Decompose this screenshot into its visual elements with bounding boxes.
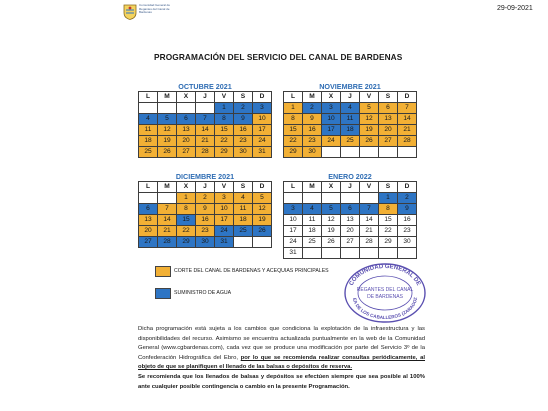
calendar-day: 25 — [341, 136, 360, 147]
calendar-day: 10 — [215, 204, 234, 215]
weekday-header: X — [177, 182, 196, 193]
calendar-day: 23 — [398, 226, 417, 237]
calendar-day: 3 — [284, 204, 303, 215]
calendar-day: 5 — [360, 103, 379, 114]
calendar-day — [322, 193, 341, 204]
weekday-header: J — [196, 92, 215, 103]
calendar-day: 6 — [177, 114, 196, 125]
calendar-day: 21 — [360, 226, 379, 237]
calendar-day: 12 — [253, 204, 272, 215]
calendar-day: 9 — [398, 204, 417, 215]
calendar-diciembre-2021 — [138, 172, 272, 248]
calendar-day: 5 — [322, 204, 341, 215]
calendar-day: 16 — [303, 125, 322, 136]
calendar-day: 2 — [398, 193, 417, 204]
calendar-day: 20 — [139, 226, 158, 237]
calendar-day: 29 — [284, 147, 303, 158]
calendar-enero-2022 — [283, 172, 417, 259]
calendar-noviembre-2021 — [283, 82, 417, 158]
calendar-day — [379, 147, 398, 158]
calendar-day: 22 — [379, 226, 398, 237]
page-title: PROGRAMACIÓN DEL SERVICIO DEL CANAL DE BARDENAS — [154, 52, 403, 62]
weekday-header: J — [341, 182, 360, 193]
calendar-day: 17 — [284, 226, 303, 237]
calendar-month-title: ENERO 2022 — [328, 172, 372, 181]
calendar-day: 9 — [234, 114, 253, 125]
weekday-header: V — [215, 182, 234, 193]
calendar-grid — [138, 181, 272, 248]
calendar-day: 25 — [303, 237, 322, 248]
calendar-day — [360, 147, 379, 158]
calendar-day: 11 — [341, 114, 360, 125]
paragraph-text-2: Se recomienda que los llenados de balsas y depósitos se efectúen siempre que sea posible al 100% ante cualquier posible contingencia o cambio en la presente Programación. — [138, 373, 425, 390]
calendar-day: 30 — [196, 237, 215, 248]
calendar-day: 26 — [360, 136, 379, 147]
calendar-day: 29 — [177, 237, 196, 248]
calendar-day: 3 — [322, 103, 341, 114]
calendar-day — [234, 237, 253, 248]
calendar-day — [177, 103, 196, 114]
stamp-bottom-text: EA DE LOS CABALLEROS (ZARAGOZ — [351, 296, 419, 321]
calendar-day: 19 — [253, 215, 272, 226]
calendar-day: 1 — [177, 193, 196, 204]
calendar-day: 1 — [379, 193, 398, 204]
calendar-day: 22 — [284, 136, 303, 147]
calendar-day: 19 — [360, 125, 379, 136]
legend-label-suministro: SUMINISTRO DE AGUA — [174, 290, 232, 296]
calendar-day: 25 — [139, 147, 158, 158]
calendar-day: 30 — [398, 237, 417, 248]
calendar-day — [284, 193, 303, 204]
calendar-day: 24 — [253, 136, 272, 147]
calendar-day: 2 — [196, 193, 215, 204]
calendar-day: 27 — [139, 237, 158, 248]
legend-swatch-suministro — [155, 288, 171, 299]
calendar-day: 6 — [341, 204, 360, 215]
calendar-day: 4 — [234, 193, 253, 204]
calendar-day: 26 — [253, 226, 272, 237]
weekday-header: X — [322, 92, 341, 103]
weekday-header: L — [284, 92, 303, 103]
calendar-day — [360, 193, 379, 204]
calendar-day: 6 — [379, 103, 398, 114]
legend-swatch-corte — [155, 266, 171, 277]
calendar-day — [139, 103, 158, 114]
calendar-day — [253, 237, 272, 248]
calendar-day: 27 — [379, 136, 398, 147]
calendar-day: 22 — [177, 226, 196, 237]
calendar-day: 16 — [234, 125, 253, 136]
weekday-header: S — [379, 92, 398, 103]
calendar-day: 21 — [196, 136, 215, 147]
calendar-day: 2 — [234, 103, 253, 114]
calendar-day: 2 — [303, 103, 322, 114]
calendar-day: 28 — [158, 237, 177, 248]
calendar-day: 8 — [379, 204, 398, 215]
calendar-day: 3 — [215, 193, 234, 204]
calendar-day: 16 — [196, 215, 215, 226]
community-stamp — [343, 262, 427, 324]
calendar-day: 31 — [253, 147, 272, 158]
weekday-header: L — [284, 182, 303, 193]
weekday-header: M — [158, 92, 177, 103]
weekday-header: D — [398, 92, 417, 103]
weekday-header: L — [139, 92, 158, 103]
calendar-day — [139, 193, 158, 204]
calendar-day: 27 — [341, 237, 360, 248]
calendar-day: 11 — [139, 125, 158, 136]
calendar-day — [341, 193, 360, 204]
calendar-month-title: OCTUBRE 2021 — [178, 82, 232, 91]
calendar-day: 16 — [398, 215, 417, 226]
calendar-day — [360, 248, 379, 259]
stamp-center-line2: DE BARDENAS — [367, 294, 403, 300]
calendar-day: 15 — [177, 215, 196, 226]
community-logo — [123, 4, 137, 20]
calendar-day: 17 — [322, 125, 341, 136]
calendar-day: 29 — [379, 237, 398, 248]
calendar-day: 4 — [341, 103, 360, 114]
weekday-header: V — [215, 92, 234, 103]
weekday-header: M — [303, 182, 322, 193]
calendar-day — [398, 147, 417, 158]
calendar-day: 12 — [158, 125, 177, 136]
calendar-day: 8 — [177, 204, 196, 215]
stamp-center-line1: REGANTES DEL CANAL — [356, 287, 414, 293]
weekday-header: M — [303, 92, 322, 103]
calendar-day: 28 — [398, 136, 417, 147]
paragraph-recommendation: por lo que se recomienda realizar consultas periódicamente, al objeto de que se planifiquen el llenado de las balsas o depósitos de reserva. — [138, 354, 426, 371]
calendar-day: 26 — [322, 237, 341, 248]
calendar-day: 15 — [215, 125, 234, 136]
calendar-day — [341, 147, 360, 158]
calendar-day: 17 — [215, 215, 234, 226]
calendar-day: 10 — [284, 215, 303, 226]
calendar-day: 24 — [322, 136, 341, 147]
calendar-day: 5 — [253, 193, 272, 204]
calendar-day: 9 — [303, 114, 322, 125]
calendar-day: 26 — [158, 147, 177, 158]
calendar-day: 1 — [284, 103, 303, 114]
calendar-day: 3 — [253, 103, 272, 114]
calendar-day: 18 — [341, 125, 360, 136]
calendar-month-title: NOVIEMBRE 2021 — [319, 82, 381, 91]
calendar-day: 11 — [303, 215, 322, 226]
calendar-day: 13 — [177, 125, 196, 136]
calendar-day: 17 — [253, 125, 272, 136]
calendar-day: 14 — [158, 215, 177, 226]
weekday-header: D — [253, 92, 272, 103]
calendar-day: 12 — [322, 215, 341, 226]
calendar-day — [379, 248, 398, 259]
calendar-day: 13 — [139, 215, 158, 226]
calendar-octubre-2021 — [138, 82, 272, 158]
weekday-header: S — [234, 92, 253, 103]
calendar-day: 23 — [303, 136, 322, 147]
weekday-header: J — [341, 92, 360, 103]
calendar-day: 27 — [177, 147, 196, 158]
calendar-day — [158, 103, 177, 114]
calendar-day: 13 — [341, 215, 360, 226]
calendar-day — [341, 248, 360, 259]
weekday-header: S — [234, 182, 253, 193]
calendar-day: 18 — [303, 226, 322, 237]
calendar-day: 6 — [139, 204, 158, 215]
calendar-day — [158, 193, 177, 204]
stamp-top-text: COMUNIDAD GENERAL DE — [348, 263, 422, 287]
calendar-day: 1 — [215, 103, 234, 114]
weekday-header: D — [253, 182, 272, 193]
calendar-day: 7 — [398, 103, 417, 114]
calendar-day: 30 — [234, 147, 253, 158]
calendar-day — [322, 248, 341, 259]
calendar-grid — [283, 91, 417, 158]
calendar-day: 13 — [379, 114, 398, 125]
calendar-day: 14 — [360, 215, 379, 226]
calendar-day: 23 — [196, 226, 215, 237]
weekday-header: X — [322, 182, 341, 193]
logo-text: Comunidad General de Regantes del Canal de Bardenas — [139, 3, 171, 14]
weekday-header: D — [398, 182, 417, 193]
calendar-day: 28 — [360, 237, 379, 248]
weekday-header: V — [360, 92, 379, 103]
calendar-day: 12 — [360, 114, 379, 125]
calendar-day: 9 — [196, 204, 215, 215]
paragraph-text-1: Dicha programación está sujeta a los cambios que condiciona la explotación de la infraestructura y las disponibilidades del recurso. Asimismo se encuentra actualizada puntualmente en la web de la Comunidad General (www.cgbardenas.com), cada vez que se produce una modificación por parte del Servicio 3º de la Confederación Hidrográfica del Ebro, — [138, 326, 425, 361]
calendar-day: 24 — [215, 226, 234, 237]
calendar-day: 20 — [341, 226, 360, 237]
weekday-header: M — [158, 182, 177, 193]
calendar-grid — [283, 181, 417, 259]
calendar-day: 28 — [196, 147, 215, 158]
calendar-day: 4 — [303, 204, 322, 215]
calendar-day — [303, 193, 322, 204]
calendar-day: 18 — [234, 215, 253, 226]
calendar-day: 7 — [360, 204, 379, 215]
calendar-day: 23 — [234, 136, 253, 147]
calendar-day: 4 — [139, 114, 158, 125]
calendar-day — [398, 248, 417, 259]
weekday-header: L — [139, 182, 158, 193]
calendar-day: 21 — [158, 226, 177, 237]
calendar-day — [322, 147, 341, 158]
calendar-day: 7 — [158, 204, 177, 215]
calendar-day: 19 — [322, 226, 341, 237]
calendar-day: 15 — [379, 215, 398, 226]
calendar-day: 24 — [284, 237, 303, 248]
calendar-day: 18 — [139, 136, 158, 147]
weekday-header: S — [379, 182, 398, 193]
legend-label-corte: CORTE DEL CANAL DE BARDENAS Y ACEQUIAS PRINCIPALES — [174, 268, 329, 274]
calendar-month-title: DICIEMBRE 2021 — [175, 172, 235, 181]
calendar-day: 15 — [284, 125, 303, 136]
calendar-day: 8 — [215, 114, 234, 125]
calendar-day: 20 — [379, 125, 398, 136]
calendar-day: 25 — [234, 226, 253, 237]
calendar-day: 19 — [158, 136, 177, 147]
calendar-day: 31 — [215, 237, 234, 248]
calendar-day: 14 — [398, 114, 417, 125]
weekday-header: X — [177, 92, 196, 103]
weekday-header: V — [360, 182, 379, 193]
calendar-day — [196, 103, 215, 114]
calendar-day: 5 — [158, 114, 177, 125]
calendar-day: 29 — [215, 147, 234, 158]
calendar-day: 7 — [196, 114, 215, 125]
calendar-day: 22 — [215, 136, 234, 147]
calendar-day: 8 — [284, 114, 303, 125]
info-paragraph — [138, 325, 425, 392]
calendar-day — [303, 248, 322, 259]
calendar-day: 10 — [322, 114, 341, 125]
calendar-day: 30 — [303, 147, 322, 158]
calendar-day: 21 — [398, 125, 417, 136]
calendar-day: 14 — [196, 125, 215, 136]
calendar-day: 31 — [284, 248, 303, 259]
calendar-day: 11 — [234, 204, 253, 215]
calendar-day: 20 — [177, 136, 196, 147]
calendar-day: 10 — [253, 114, 272, 125]
svg-text:COMUNIDAD GENERAL DE — [349, 264, 421, 287]
document-date: 29-09-2021 — [497, 5, 533, 12]
weekday-header: J — [196, 182, 215, 193]
calendar-grid — [138, 91, 272, 158]
